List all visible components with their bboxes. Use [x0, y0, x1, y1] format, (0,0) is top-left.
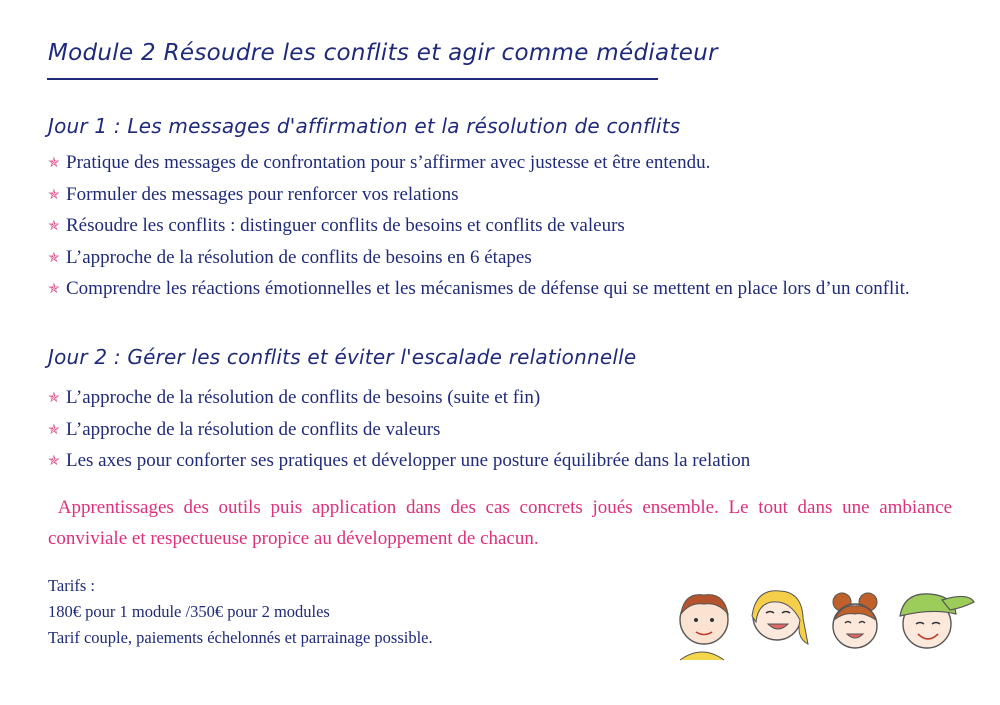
list-item: ✯ L’approche de la résolution de conflits de besoins (suite et fin) [48, 383, 952, 415]
tarifs-note: Tarif couple, paiements échelonnés et parrainage possible. [48, 628, 433, 647]
highlight-paragraph: Apprentissages des outils puis application dans des cas concrets joués ensemble. Le tout dans une ambiance conviviale et respectueuse propice au développement de chacun. [48, 497, 953, 549]
day1-list [48, 148, 952, 306]
star-icon: ✯ [48, 391, 60, 406]
list-item: ✯ Résoudre les conflits : distinguer conflits de besoins et conflits de valeurs [48, 211, 952, 243]
star-icon: ✯ [48, 422, 60, 438]
tarifs-prices: 180€ pour 1 module /350€ pour 2 modules [48, 602, 330, 621]
star-icon: ✯ [48, 250, 60, 266]
star-icon: ✯ [48, 282, 60, 297]
child-face-4 [900, 594, 974, 648]
title-underline [47, 78, 658, 80]
star-icon: ✯ [48, 187, 60, 203]
star-icon: ✯ [48, 454, 60, 469]
day2-heading: Jour 2 : Gérer les conflits et éviter l'escalade relationnelle [48, 345, 637, 369]
list-item: ✯ Formuler des messages pour renforcer vos relations [48, 180, 952, 212]
list-item: ✯ Comprendre les réactions émotionnelles et les mécanismes de défense qui se mettent en place lors d’un conflit. [48, 274, 952, 306]
list-item: ✯ L’approche de la résolution de conflits de besoins en 6 étapes [48, 243, 952, 275]
star-icon: ✯ [48, 156, 60, 171]
children-illustration [672, 582, 977, 662]
tarifs-block [48, 573, 648, 651]
child-face-1 [680, 595, 728, 660]
list-item: ✯ L’approche de la résolution de conflits de valeurs [48, 415, 952, 447]
day1-heading: Jour 1 : Les messages d'affirmation et la résolution de conflits [48, 114, 681, 138]
day2-list [48, 383, 952, 478]
child-face-3 [833, 593, 877, 648]
list-item: ✯ Pratique des messages de confrontation pour s’affirmer avec justesse et être entendu. [48, 148, 952, 180]
tarifs-label: Tarifs : [48, 576, 95, 595]
list-item: ✯ Les axes pour conforter ses pratiques et développer une posture équilibrée dans la relation [48, 446, 952, 478]
star-icon: ✯ [48, 219, 60, 234]
child-face-2 [752, 591, 808, 644]
page-title: Module 2 Résoudre les conflits et agir comme médiateur [48, 40, 718, 66]
